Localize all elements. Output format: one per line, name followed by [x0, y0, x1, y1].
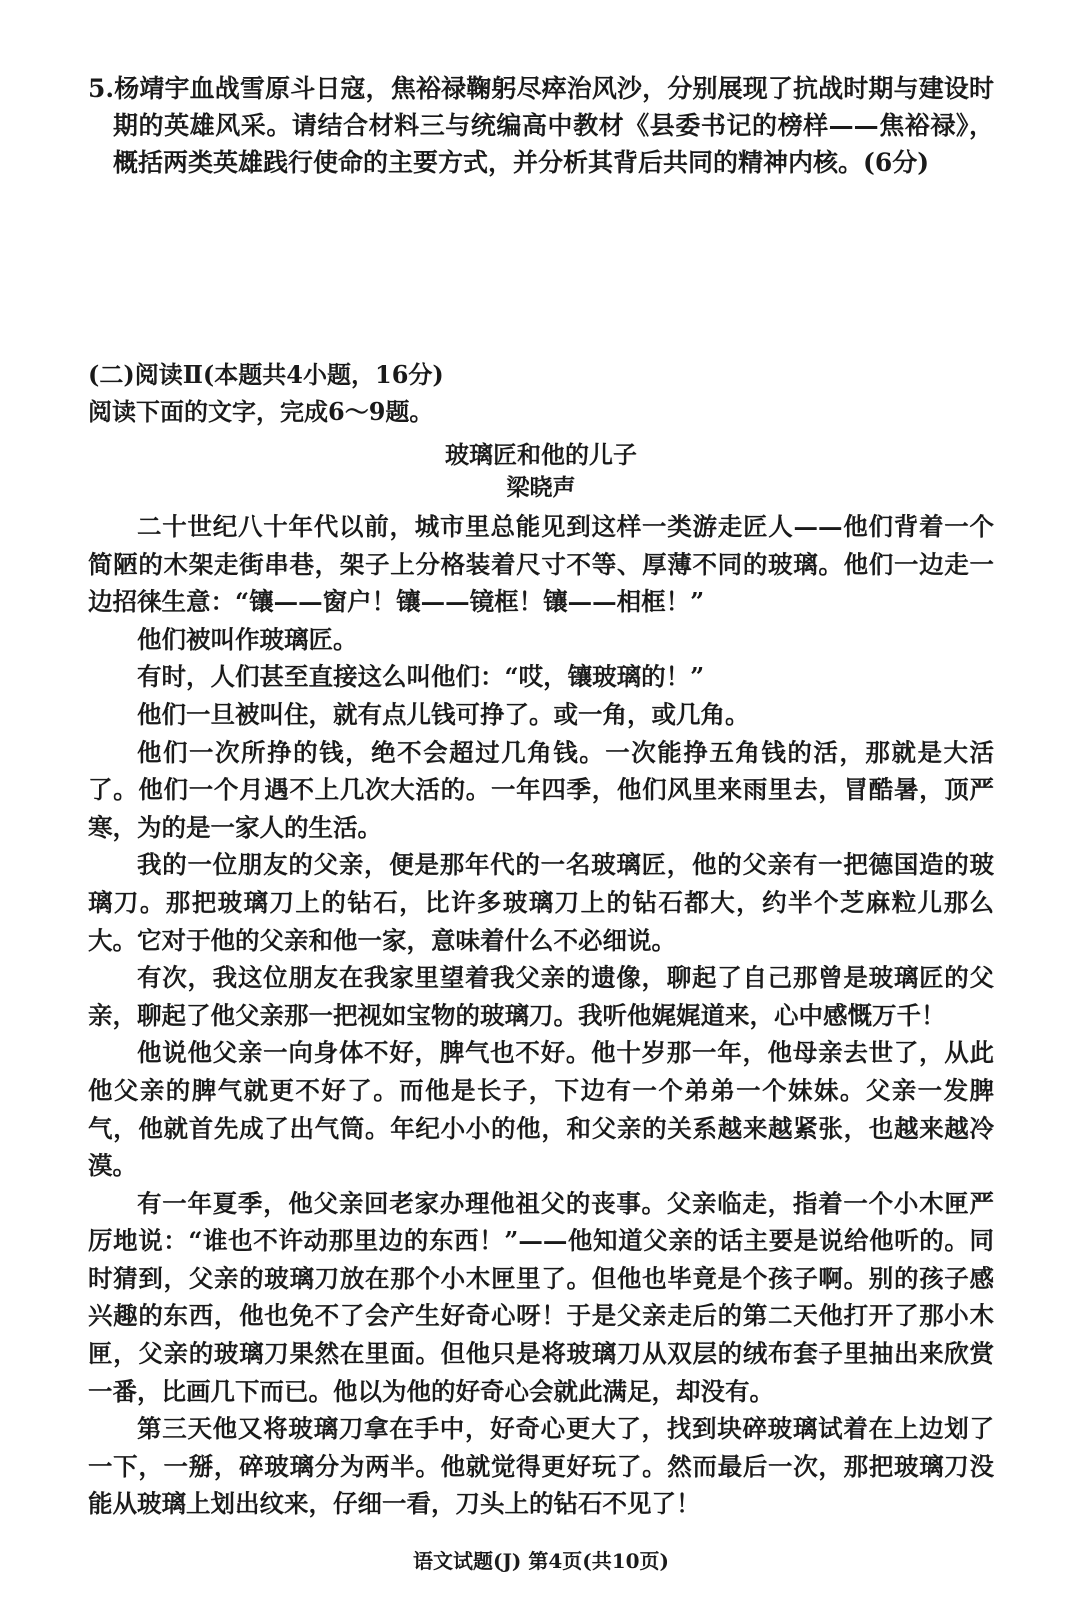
paragraph: 有次，我这位朋友在我家里望着我父亲的遗像，聊起了自己那曾是玻璃匠的父亲，聊起了他父亲那一把视如宝物的玻璃刀。我听他娓娓道来，心中感慨万千！ — [88, 963, 994, 1030]
question-5: 5.杨靖宇血战雪原斗日寇，焦裕禄鞠躬尽瘁治风沙，分别展现了抗战时期与建设时期的英雄风采。请结合材料三与统编高中教材《县委书记的榜样——焦裕禄》，概括两类英雄践行使命的主要方式，并分析其背后共同的精神内核。(6分) — [88, 74, 994, 177]
article-body — [88, 508, 994, 1523]
section-header — [88, 356, 994, 430]
paragraph: 他说他父亲一向身体不好，脾气也不好。他十岁那一年，他母亲去世了，从此他父亲的脾气就更不好了。而他是长子，下边有一个弟弟一个妹妹。父亲一发脾气，他就首先成了出气筒。年纪小小的他，和父亲的关系越来越紧张，也越来越冷漠。 — [88, 1038, 994, 1181]
paragraph: 有时，人们甚至直接这么叫他们：“哎，镶玻璃的！” — [137, 662, 705, 692]
section-instruction: 阅读下面的文字，完成6～9题。 — [88, 397, 434, 426]
article-title: 玻璃匠和他的儿子 — [445, 440, 637, 469]
paragraph: 第三天他又将玻璃刀拿在手中，好奇心更大了，找到块碎玻璃试着在上边划了一下，一掰，碎玻璃分为两半。他就觉得更好玩了。然而最后一次，那把玻璃刀没能从玻璃上划出纹来，仔细一看，刀头上的钻石不见了！ — [88, 1414, 994, 1519]
article-author: 梁晓声 — [506, 474, 576, 501]
paragraph: 他们被叫作玻璃匠。 — [137, 624, 358, 654]
paragraph: 他们一次所挣的钱，绝不会超过几角钱。一次能挣五角钱的活，那就是大活了。他们一个月遇不上几次大活的。一年四季，他们风里来雨里去，冒酷暑，顶严寒，为的是一家人的生活。 — [88, 737, 994, 842]
paragraph: 他们一旦被叫住，就有点儿钱可挣了。或一角，或几角。 — [137, 699, 750, 729]
paragraph: 二十世纪八十年代以前，城市里总能见到这样一类游走匠人——他们背着一个简陋的木架走街串巷，架子上分格装着尺寸不等、厚薄不同的玻璃。他们一边走一边招徕生意：“镶——窗户！镶——镜框！镶——相框！” — [88, 512, 994, 617]
paragraph: 有一年夏季，他父亲回老家办理他祖父的丧事。父亲临走，指着一个小木匣严厉地说：“谁也不许动那里边的东西！”——他知道父亲的话主要是说给他听的。同时猜到，父亲的玻璃刀放在那个小木匣里了。但他也毕竟是个孩子啊。别的孩子感兴趣的东西，他也免不了会产生好奇心呀！于是父亲走后的第二天他打开了那小木匣，父亲的玻璃刀果然在里面。但他只是将玻璃刀从双层的绒布套子里抽出来欣赏一番，比画几下而已。他以为他的好奇心会就此满足，却没有。 — [88, 1188, 994, 1406]
paragraph: 我的一位朋友的父亲，便是那年代的一名玻璃匠，他的父亲有一把德国造的玻璃刀。那把玻璃刀上的钻石，比许多玻璃刀上的钻石都大，约半个芝麻粒儿那么大。它对于他的父亲和他一家，意味着什么不必细说。 — [88, 850, 994, 955]
section-heading: (二)阅读Ⅱ(本题共4小题，16分) — [88, 360, 444, 389]
page-footer: 语文试题(J) 第4页(共10页) — [412, 1549, 670, 1574]
